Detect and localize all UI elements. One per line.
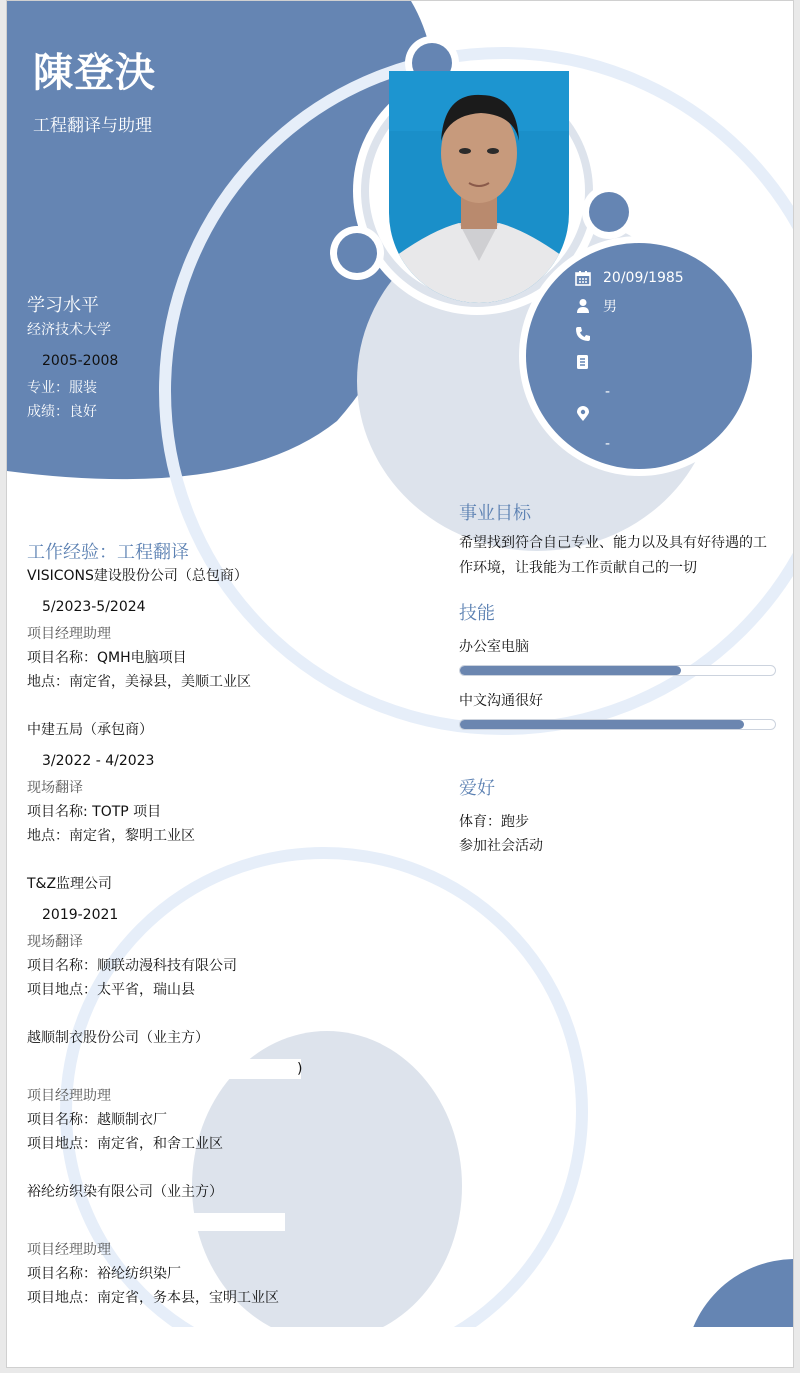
job-location: 项目地点：南定省，务本县，宝明工业区 (27, 1290, 279, 1306)
job-period: 5/2023-5/2024 (42, 599, 146, 615)
phone-row (575, 324, 603, 344)
job-project: 项目名称：裕纶纺织染厂 (27, 1266, 181, 1282)
email-dash-row (605, 382, 610, 402)
resume-page (6, 0, 794, 1368)
job-location: 项目地点：南定省，和舍工业区 (27, 1136, 223, 1152)
birthday-value: 20/09/1985 (603, 270, 684, 286)
skill-label: 中文沟通很好 (459, 693, 543, 709)
gender-row (575, 296, 617, 316)
job-position: 现场翻译 (27, 780, 83, 796)
skill-bar (459, 665, 776, 676)
job-company: VISICONS建设股份公司（总包商） (27, 568, 248, 584)
hobby-item: 参加社会活动 (459, 838, 543, 854)
school-name: 经济技术大学 (27, 322, 111, 338)
job-project: 项目名称：顺联动漫科技有限公司 (27, 958, 237, 974)
objective-heading: 事业目标 (459, 503, 531, 524)
email-icon (575, 354, 591, 370)
skills-heading: 技能 (459, 603, 495, 624)
birthday-row (575, 268, 684, 288)
redaction-box (179, 1213, 285, 1231)
skill-label: 办公室电脑 (459, 639, 529, 655)
job-position: 项目经理助理 (27, 1242, 111, 1258)
objective-text: 希望找到符合自己专业、能力以及具有好待遇的工作环境，让我能为工作贡献自己的一切 (459, 535, 767, 576)
job-company: 裕纶纺织染有限公司（业主方） (27, 1184, 223, 1200)
job-project: 项目名称: TOTP 项目 (27, 804, 162, 820)
job-project: 项目名称：越顺制衣厂 (27, 1112, 167, 1128)
address-row (575, 404, 603, 424)
job-period: 3/2022 - 4/2023 (42, 753, 155, 769)
job-position: 现场翻译 (27, 934, 83, 950)
location-pin-icon (575, 406, 591, 422)
job-position: 项目经理助理 (27, 1088, 111, 1104)
education-grade: 成绩：良好 (27, 404, 97, 420)
address-dash: - (605, 436, 611, 452)
job-company: T&Z监理公司 (27, 876, 113, 892)
person-name: 陳登決 (33, 50, 156, 96)
job-position: 项目经理助理 (27, 626, 111, 642)
phone-icon (575, 326, 591, 342)
hobby-item: 体育：跑步 (459, 814, 529, 830)
profile-photo (389, 71, 569, 303)
skill-bar-fill (460, 666, 681, 675)
job-company: 中建五局（承包商） (27, 722, 153, 738)
job-company: 越顺制衣股份公司（业主方） (27, 1030, 209, 1046)
calendar-icon (575, 270, 591, 286)
redaction-box (179, 1059, 301, 1079)
gender-value: 男 (603, 299, 617, 315)
skill-bar (459, 719, 776, 730)
email-row (575, 352, 603, 372)
job-period: 2019-2021 (42, 907, 119, 923)
education-years: 2005-2008 (42, 353, 119, 369)
person-icon (575, 298, 591, 314)
job-period: ) (297, 1061, 303, 1077)
job-title: 工程翻译与助理 (33, 116, 152, 136)
job-project: 项目名称：QMH电脑项目 (27, 650, 187, 666)
hobbies-heading: 爱好 (459, 778, 495, 799)
education-heading: 学习水平 (27, 295, 99, 316)
job-location: 地点：南定省，美禄县，美顺工业区 (27, 674, 251, 690)
experience-heading: 工作经验：工程翻译 (27, 542, 189, 563)
email-dash: - (605, 384, 611, 400)
job-location: 地点：南定省，黎明工业区 (27, 828, 195, 844)
education-major: 专业：服装 (27, 380, 97, 396)
job-location: 项目地点：太平省，瑞山县 (27, 982, 195, 998)
address-dash-row (605, 434, 610, 454)
skill-bar-fill (460, 720, 744, 729)
